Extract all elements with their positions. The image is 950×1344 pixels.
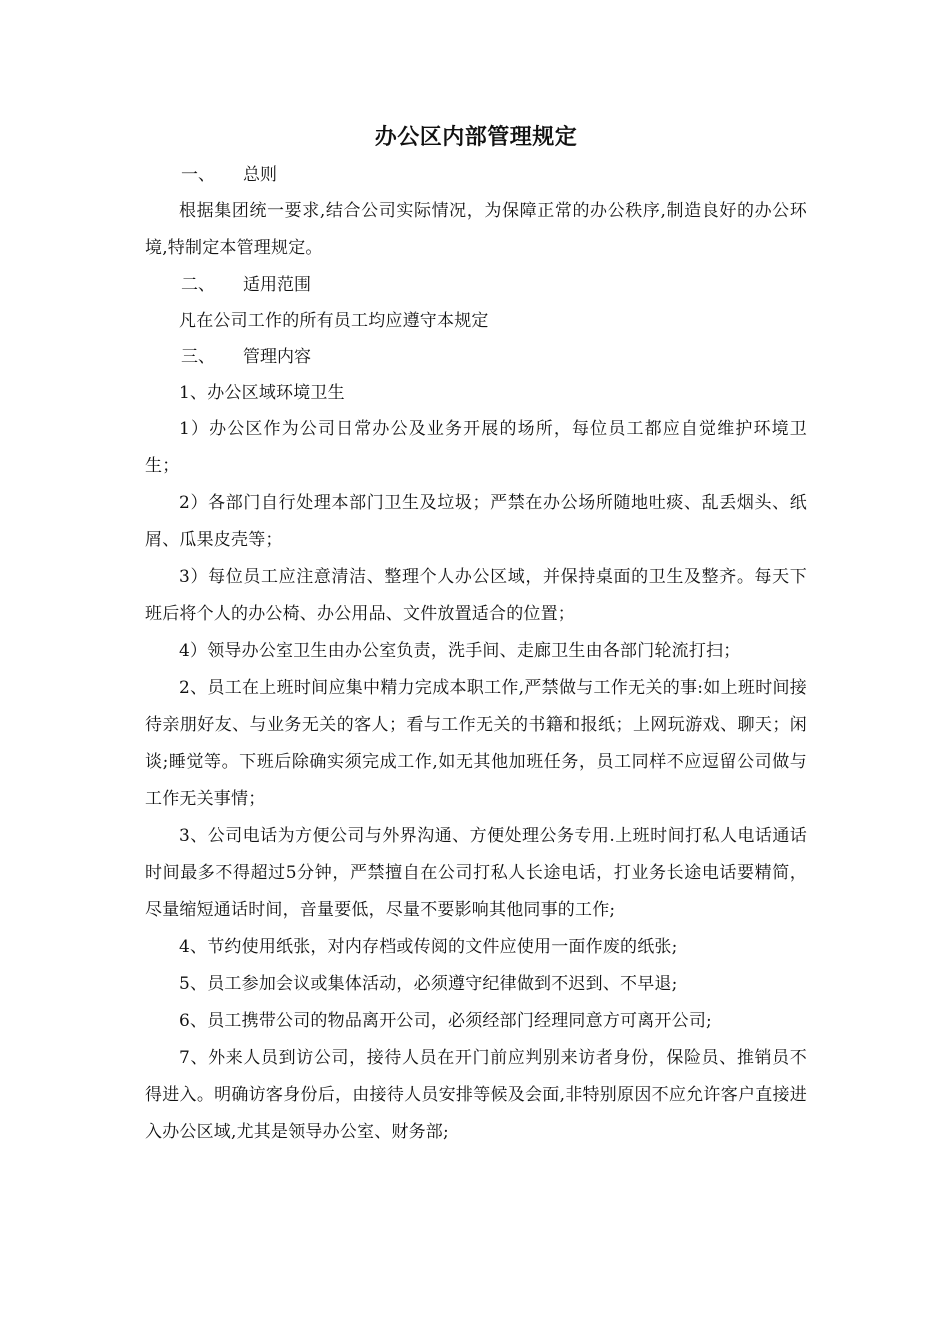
section-heading-content — [145, 339, 807, 375]
rule-item: 7、外来人员到访公司，接待人员在开门前应判别来访者身份，保险员、推销员不得进入。明确访客身份后，由接待人员安排等候及会面,非特别原因不应允许客户直接进入办公区域,尤其是领导办公室、财务部; — [145, 1048, 807, 1142]
rule-item: 3、公司电话为方便公司与外界沟通、方便处理公务专用.上班时间打私人电话通话时间最多不得超过5分钟，严禁擅自在公司打私人长途电话，打业务长途电话要精简，尽量缩短通话时间，音量要低，尽量不要影响其他同事的工作; — [145, 826, 807, 920]
section-heading-scope — [145, 267, 807, 303]
section-number: 二、 — [181, 275, 215, 295]
rule-item: 4、节约使用纸张，对内存档或传阅的文件应使用一面作废的纸张; — [179, 937, 678, 957]
rule-item: 1、办公区域环境卫生 — [179, 383, 345, 403]
general-paragraph: 根据集团统一要求,结合公司实际情况，为保障正常的办公秩序,制造良好的办公环境,特制定本管理规定。 — [145, 201, 807, 258]
rule-item: 5、员工参加会议或集体活动，必须遵守纪律做到不迟到、不早退; — [179, 974, 678, 994]
section-label: 管理内容 — [243, 347, 311, 367]
section-number: 三、 — [181, 347, 215, 367]
rule-item: 2、员工在上班时间应集中精力完成本职工作,严禁做与工作无关的事:如上班时间接待亲朋好友、与业务无关的客人；看与工作无关的书籍和报纸；上网玩游戏、聊天；闲谈;睡觉等。下班后除确实须完成工作,如无其他加班任务，员工同样不应逗留公司做与工作无关事情； — [145, 678, 807, 809]
rule-item: 4）领导办公室卫生由办公室负责，洗手间、走廊卫生由各部门轮流打扫； — [179, 641, 741, 661]
scope-paragraph: 凡在公司工作的所有员工均应遵守本规定 — [179, 311, 489, 331]
section-label: 适用范围 — [243, 275, 311, 295]
rule-item: 6、员工携带公司的物品离开公司，必须经部门经理同意方可离开公司; — [179, 1011, 712, 1031]
section-heading-general — [145, 157, 807, 193]
rule-item: 2）各部门自行处理本部门卫生及垃圾；严禁在办公场所随地吐痰、乱丢烟头、纸屑、瓜果皮壳等； — [145, 493, 807, 550]
document-body — [145, 117, 807, 1151]
section-number: 一、 — [181, 165, 215, 185]
rule-item: 1）办公区作为公司日常办公及业务开展的场所，每位员工都应自觉维护环境卫生； — [145, 419, 807, 476]
section-label: 总则 — [243, 165, 277, 185]
document-title: 办公区内部管理规定 — [374, 124, 578, 150]
rule-item: 3）每位员工应注意清洁、整理个人办公区域，并保持桌面的卫生及整齐。每天下班后将个人的办公椅、办公用品、文件放置适合的位置； — [145, 567, 807, 624]
